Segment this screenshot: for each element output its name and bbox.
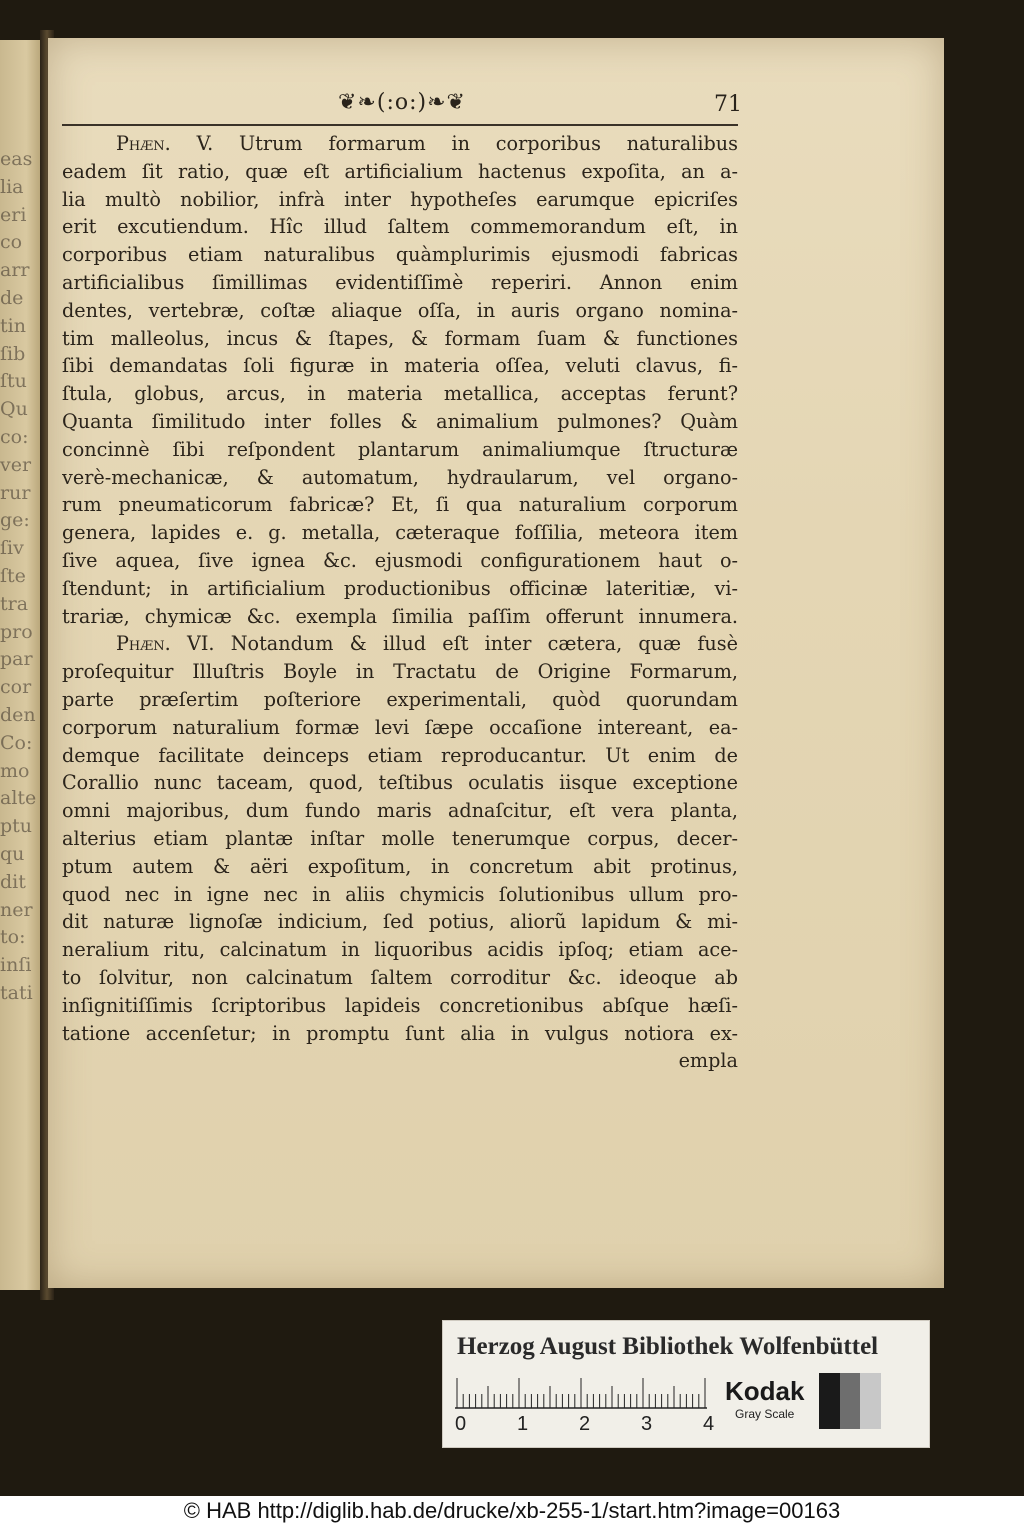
prev-page-fragment: tra	[0, 592, 29, 615]
text-line: Phæn. V. Utrum formarum in corporibus naturalibus	[116, 132, 738, 155]
prev-page-fragment: co:	[0, 426, 29, 448]
text-line: erit excutiendum. Hîc illud ſaltem commemorandum eſt, in	[62, 215, 738, 239]
prev-page-fragment: ge:	[0, 509, 30, 532]
prev-page-fragment: co	[0, 231, 23, 254]
prev-page-fragment: ptu	[0, 815, 33, 838]
prev-page-fragment: ſib	[0, 342, 26, 365]
prev-page-fragment: to:	[0, 926, 26, 949]
header-rule	[62, 124, 738, 126]
prev-page-fragment: dit	[0, 870, 26, 893]
page-body-text	[62, 130, 738, 1075]
ruler-number: 1	[517, 1413, 529, 1435]
copyright-footer: © HAB http://diglib.hab.de/drucke/xb-255-1/start.htm?image=00163	[0, 1496, 1024, 1525]
text-line: ſtula, globus, arcus, in materia metallica, acceptas ferunt?	[62, 382, 738, 406]
library-label-card	[442, 1320, 930, 1448]
prev-page-fragment: ſtu	[0, 370, 27, 393]
text-line: artificialibus ſimillimas evidentiſſimè reperiri. Annon enim	[62, 270, 738, 294]
text-line: proſequitur Illuſtris Boyle in Tractatu de Origine Formarum,	[62, 660, 738, 684]
prev-page-fragment: rur	[0, 481, 31, 504]
header-ornament: ❦❧(:o:)❧❦	[338, 90, 466, 115]
text-line: ſive aquea, ſive ignea &c. ejusmodi configurationem haut o-	[62, 548, 738, 572]
ruler-numbers	[455, 1413, 755, 1439]
text-line: tatione accenſetur; in promptu ſunt alia in vulgus notiora ex-	[62, 1021, 738, 1045]
page-number: 71	[714, 92, 742, 117]
text-line: dentes, vertebræ, coſtæ aliaque oſſa, in auris organo nomina-	[62, 298, 738, 322]
prev-page-fragment: cor	[0, 676, 32, 699]
text-line: parte præſertim poſteriore experimentali, quòd quorundam	[62, 687, 738, 711]
ruler-number: 4	[703, 1413, 715, 1435]
prev-page-fragment: qu	[0, 843, 25, 865]
book-page	[48, 38, 944, 1288]
prev-page-fragment: ver	[0, 453, 32, 476]
text-line: corporibus etiam naturalibus quàmplurimis ejusmodi fabricas	[62, 243, 738, 267]
text-line: ſtendunt; in artificialium productionibus officinæ lateritiæ, vi-	[62, 576, 738, 600]
prev-page-fragment: lia	[0, 175, 24, 198]
text-line: Corallio nunc taceam, quod, teſtibus oculatis iisque exceptione	[62, 771, 738, 795]
text-line: corporum naturalium formæ levi ſæpe occaſione intereant, ea-	[62, 715, 738, 739]
ruler-number: 0	[455, 1413, 467, 1435]
text-line: rum pneumaticorum fabricæ? Et, ſi qua naturalium corporum	[62, 493, 738, 517]
text-line: Quanta ſimilitudo inter folles & animalium pulmones? Quàm	[62, 409, 738, 433]
ruler-number: 3	[641, 1413, 653, 1435]
text-line: ſibi demandatas ſoli figuræ in materia oſſea, veluti clavus, fi-	[62, 354, 738, 378]
text-line: to ſolvitur, non calcinatum ſaltem corroditur &c. ideoque ab	[62, 965, 738, 989]
text-line: concinnè ſibi reſpondent plantarum animaliumque ſtructuræ	[62, 437, 738, 461]
text-line: inſignitiſſimis ſcriptoribus lapideis concretionibus abſque hæſi-	[62, 993, 738, 1017]
paragraph-marker: Phæn.	[116, 632, 171, 656]
text-line: genera, lapides e. g. metalla, cæteraque foſſilia, meteora item	[62, 521, 738, 545]
prev-page-fragment: den	[0, 704, 36, 726]
gray-scale-label: Gray Scale	[735, 1407, 795, 1421]
text-line: verè-mechanicæ, & automatum, hydraularum, vel organo-	[62, 465, 738, 489]
text-line: trariæ, chymicæ &c. exempla ſimilia paſſim offerunt innumera.	[62, 604, 738, 628]
text-line: dit naturæ lignoſæ indicium, ſed potius, aliorũ lapidum & mi-	[62, 910, 738, 934]
text-line: alterius etiam plantæ inſtar molle tenerumque corpus, decer-	[62, 826, 738, 850]
prev-page-fragment: alte	[0, 787, 37, 810]
prev-page-fragment: Qu	[0, 398, 28, 421]
scale-ruler	[455, 1377, 707, 1409]
text-line: omni majoribus, dum fundo maris adnaſcitur, eſt vera planta,	[62, 799, 738, 823]
prev-page-fragment: arr	[0, 259, 30, 282]
library-name: Herzog August Bibliothek Wolfenbüttel	[457, 1333, 879, 1360]
prev-page-fragment: ſiv	[0, 537, 24, 560]
text-line: tim malleolus, incus & ſtapes, & formam ſuam & functiones	[62, 326, 738, 350]
gray-scale-swatches	[819, 1373, 881, 1429]
kodak-logo: Kodak	[725, 1376, 805, 1406]
text-line: neralium ritu, calcinatum in liquoribus acidis ipſoq; etiam ace-	[62, 938, 738, 962]
prev-page-fragment: mo	[0, 759, 30, 782]
catchword: empla	[678, 1049, 738, 1073]
text-line: quod nec in igne nec in aliis chymicis ſolutionibus ullum pro-	[62, 882, 738, 906]
prev-page-fragment: de	[0, 287, 24, 309]
text-line: ptum autem & aëri expoſitum, in concretum abit protinus,	[62, 854, 738, 878]
swatch-light-gray	[860, 1373, 881, 1429]
ruler-number: 2	[579, 1413, 591, 1435]
prev-page-fragment: inſi	[0, 954, 32, 977]
prev-page-fragment: ner	[0, 898, 33, 921]
swatch-dark-gray	[840, 1373, 861, 1429]
prev-page-fragment: par	[0, 648, 33, 671]
text-line: demque facilitate deinceps etiam reproducantur. Ut enim de	[62, 743, 738, 767]
prev-page-fragment: Co:	[0, 731, 33, 754]
prev-page-fragment: eri	[0, 203, 27, 226]
prev-page-fragment: tati	[0, 982, 33, 1004]
text-line: lia multò nobilior, infrà inter hypotheſes earumque epicriſes	[62, 187, 738, 211]
text-line: Phæn. VI. Notandum & illud eſt inter cætera, quæ fusè	[116, 632, 738, 656]
text-line: eadem ſit ratio, quæ eſt artificialium hactenus expoſita, an a-	[62, 159, 738, 183]
swatch-black	[819, 1373, 840, 1429]
prev-page-fragment: ſte	[0, 565, 26, 587]
prev-page-fragment: tin	[0, 314, 26, 337]
paragraph-marker: Phæn.	[116, 132, 171, 155]
prev-page-fragment: eas	[0, 148, 33, 170]
prev-page-fragment: pro	[0, 620, 33, 643]
